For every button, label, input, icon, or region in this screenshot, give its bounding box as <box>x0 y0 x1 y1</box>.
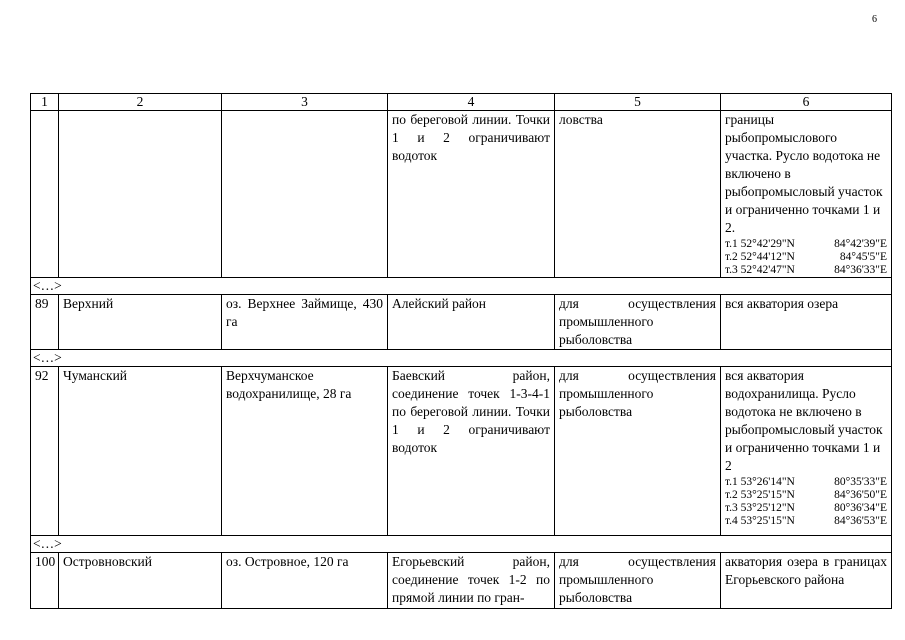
cell-boundary <box>721 111 892 278</box>
cell-boundary <box>721 367 892 536</box>
boundary-text: границы рыбопромыслового участка. Русло водотока не включено в рыбопромысловый участок и ограниченно точками 1 и 2. <box>725 112 883 235</box>
header-cell: 2 <box>59 94 222 111</box>
cell-boundary: вся акватория озера <box>721 295 892 350</box>
cell-water-body: оз. Островное, 120 га <box>222 553 388 609</box>
cell-name: Чуманский <box>59 367 222 536</box>
boundary-text: вся акватория водохранилища. Русло водотока не включено в рыбопромысловый участок и ограниченно точками 1 и 2 <box>725 368 883 473</box>
ellipsis-row <box>31 536 892 553</box>
cell-location: Баевский район, соединение точек 1-3-4-1 по береговой линии. Точки 1 и 2 ограничивают водоток <box>388 367 555 536</box>
cell-purpose: ловства <box>555 111 721 278</box>
cell-location: по береговой линии. Точки 1 и 2 ограничивают водоток <box>388 111 555 278</box>
ellipsis-row <box>31 278 892 295</box>
ellipsis: <…> <box>31 278 892 295</box>
header-cell: 5 <box>555 94 721 111</box>
cell-purpose: для осуществления промышленного рыболовства <box>555 553 721 609</box>
header-cell: 1 <box>31 94 59 111</box>
coordinates <box>725 238 887 277</box>
header-cell: 4 <box>388 94 555 111</box>
table-row <box>31 553 892 609</box>
cell-location: Алейский район <box>388 295 555 350</box>
ellipsis-row <box>31 350 892 367</box>
cell-name: Островновский <box>59 553 222 609</box>
header-cell: 3 <box>222 94 388 111</box>
table-row <box>31 111 892 278</box>
cell-water-body: оз. Верхнее Займище, 430 га <box>222 295 388 350</box>
coordinate-line: т.1 53°26'14"N 80°35'33"E <box>725 476 887 488</box>
coordinate-line: т.2 53°25'15"N 84°36'50"E <box>725 489 887 501</box>
cell-water-body: Верхчуманское водохранилище, 28 га <box>222 367 388 536</box>
coordinate-line: т.2 52°44'12"N 84°45'5"E <box>725 251 887 263</box>
page-number: 6 <box>872 14 877 25</box>
coordinate-line: т.3 52°42'47"N 84°36'33"E <box>725 264 887 276</box>
cell-number: 100 <box>31 553 59 609</box>
cell-purpose: для осуществления промышленного рыболовства <box>555 367 721 536</box>
coordinate-line: т.1 52°42'29"N 84°42'39"E <box>725 238 887 250</box>
cell-boundary: акватория озера в границах Егорьевского района <box>721 553 892 609</box>
fishery-table <box>30 93 892 609</box>
cell-name: Верхний <box>59 295 222 350</box>
ellipsis: <…> <box>31 350 892 367</box>
header-cell: 6 <box>721 94 892 111</box>
coordinate-line: т.3 53°25'12"N 80°36'34"E <box>725 502 887 514</box>
table-row <box>31 367 892 536</box>
header-row <box>31 94 892 111</box>
cell-number: 92 <box>31 367 59 536</box>
ellipsis: <…> <box>31 536 892 553</box>
cell-number: 89 <box>31 295 59 350</box>
coordinate-line: т.4 53°25'15"N 84°36'53"E <box>725 515 887 527</box>
cell-purpose: для осуществления промышленного рыболовства <box>555 295 721 350</box>
table-row <box>31 295 892 350</box>
coordinates <box>725 476 887 528</box>
cell-location: Егорьевский район, соединение точек 1-2 по прямой линии по гран- <box>388 553 555 609</box>
